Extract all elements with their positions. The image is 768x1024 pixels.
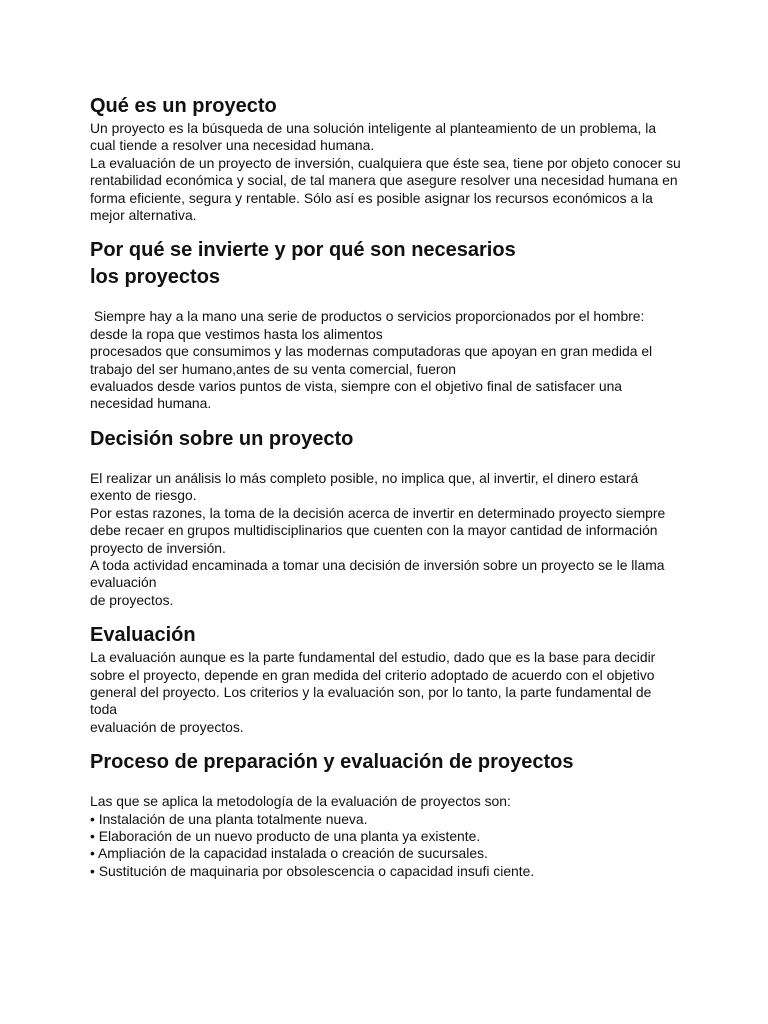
section-heading: Qué es un proyecto: [90, 95, 277, 117]
body-line: Por estas razones, la toma de la decisión acerca de invertir en determinado proyecto siempre: [90, 504, 666, 521]
body-line: desde la ropa que vestimos hasta los alimentos: [90, 325, 383, 342]
body-line: El realizar un análisis lo más completo posible, no implica que, al invertir, el dinero estará: [90, 469, 639, 486]
list-item: • Ampliación de la capacidad instalada o creación de sucursales.: [90, 845, 488, 862]
section-heading: Decisión sobre un proyecto: [90, 427, 354, 450]
body-line: Siempre hay a la mano una serie de productos o servicios proporcionados por el hombre:: [90, 308, 645, 325]
section-evaluacion: [90, 622, 690, 736]
body-line: Las que se aplica la metodología de la evaluación de proyectos son:: [90, 793, 511, 810]
section-body: [90, 308, 690, 412]
section-heading: [90, 237, 690, 291]
body-line: rentabilidad económica y social, de tal manera que asegure resolver una necesidad humana en: [90, 172, 678, 189]
section-decision-sobre-un-proyecto: [90, 426, 690, 609]
body-line: proyecto de inversión.: [90, 539, 226, 556]
body-line: A toda actividad encaminada a tomar una decisión de inversión sobre un proyecto se le llama: [90, 556, 665, 573]
list-item: • Instalación de una planta totalmente nueva.: [90, 810, 368, 827]
section-proceso-de-preparacion: [90, 749, 690, 880]
body-line: de proyectos.: [90, 591, 174, 608]
body-line: La evaluación aunque es la parte fundamental del estudio, dado que es la base para decidir: [90, 649, 656, 666]
body-line: general del proyecto. Los criterios y la evaluación son, por lo tanto, la parte fundamental de: [90, 683, 652, 700]
body-line: evaluación de proyectos.: [90, 718, 244, 735]
body-line: exento de riesgo.: [90, 487, 197, 504]
heading-line: los proyectos: [90, 266, 221, 289]
body-line: Un proyecto es la búsqueda de una solución inteligente al planteamiento de un problema, la: [90, 120, 657, 136]
section-body: [90, 793, 690, 880]
body-line: necesidad humana.: [90, 395, 212, 412]
body-line: trabajo del ser humano,antes de su venta comercial, fueron: [90, 360, 456, 377]
document-page: [90, 0, 690, 880]
body-line: procesados que consumimos y las modernas computadoras que apoyan en gran medida el: [90, 343, 653, 360]
section-que-es-un-proyecto: [90, 93, 690, 224]
body-line: La evaluación de un proyecto de inversión, cualquiera que éste sea, tiene por objeto conocer su: [90, 154, 681, 171]
body-line: cual tiende a resolver una necesidad humana.: [90, 137, 375, 154]
list-item: • Sustitución de maquinaria por obsolescencia o capacidad insufi ciente.: [90, 862, 535, 879]
section-body: [90, 470, 690, 609]
section-body: [90, 649, 690, 736]
body-line: evaluación: [90, 574, 157, 591]
list-item: • Elaboración de un nuevo producto de una planta ya existente.: [90, 827, 481, 844]
heading-line: Por qué se invierte y por qué son necesarios: [90, 239, 516, 262]
body-line: toda: [90, 701, 118, 718]
section-por-que-se-invierte: [90, 237, 690, 412]
body-line: mejor alternativa.: [90, 207, 197, 224]
body-line: debe recaer en grupos multidisciplinarios que cuenten con la mayor cantidad de información: [90, 522, 658, 539]
body-line: evaluados desde varios puntos de vista, siempre con el objetivo final de satisfacer una: [90, 378, 623, 395]
body-line: forma eficiente, segura y rentable. Sólo así es posible asignar los recursos económicos a la: [90, 189, 653, 206]
section-heading: Proceso de preparación y evaluación de proyectos: [90, 751, 574, 774]
body-line: sobre el proyecto, depende en gran medida del criterio adoptado de acuerdo con el objetivo: [90, 666, 655, 683]
section-heading: Evaluación: [90, 624, 196, 647]
section-body: [90, 120, 690, 224]
